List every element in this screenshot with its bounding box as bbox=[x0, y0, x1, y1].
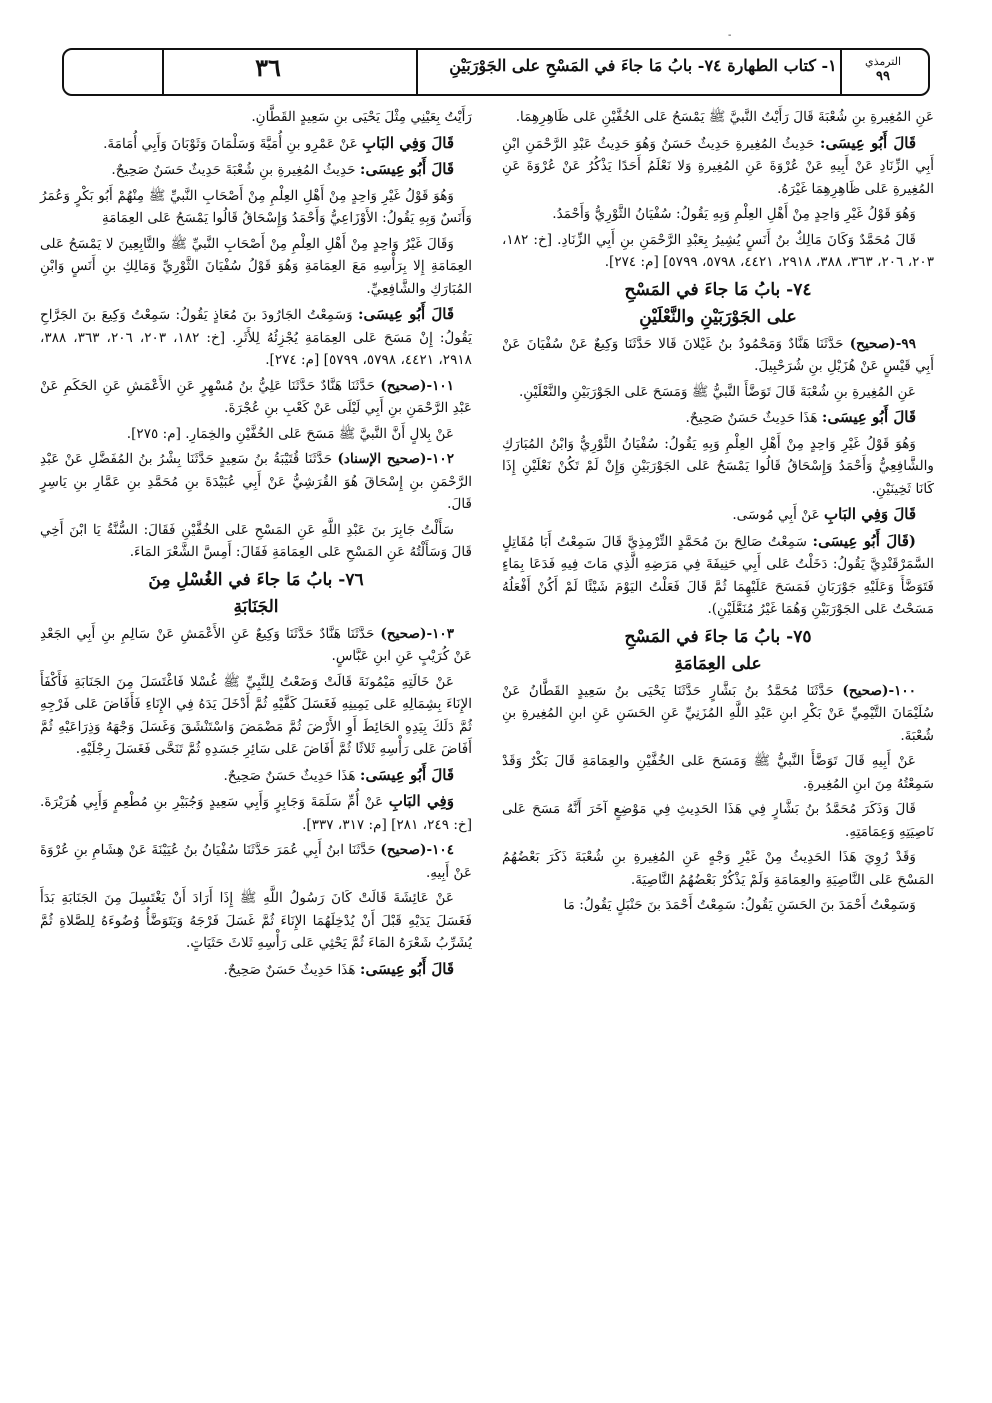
hadith-number: ١٠٢-(صحيح الإسناد) bbox=[337, 451, 455, 467]
hadith-matn: عَنْ عَائِشَةَ قَالَتْ كَانَ رَسُولُ اللَّهِ ﷺ إِذَا أَرَادَ أَنْ يَغْتَسِلَ مِنَ الجَنَابَةِ بَدَأَ فَغَسَلَ يَدَيْهِ قَبْلَ أَنْ يُدْخِلَهُمَا الإِنَاءَ ثُمَّ غَسَلَ فَرْجَهُ وَيَتَوَضَّأُ وُضُوءَهُ لِلصَّلاةِ ثُمَّ يُشَرِّبُ شَعْرَهُ المَاءَ ثُمَّ يَحْثِي عَلى رَأْسِهِ ثَلاثَ حَثَيَاتٍ. bbox=[40, 890, 472, 951]
hadith-matn: سَأَلْتُ جَابِرَ بنَ عَبْدِ اللَّهِ عَنِ المَسْحِ عَلى الخُفَّيْنِ فَقَالَ: السُّنَّةُ يَا ابْنَ أَخِي قَالَ وَسَأَلْتُهُ عَنِ المَسْحِ عَلى العِمَامَةِ فَقَالَ: أَمِسَّ الشَّعْرَ المَاءَ. bbox=[40, 521, 472, 560]
hadith-matn: عَنِ المُغِيرةِ بنِ شُعْبَةَ قَالَ تَوَضَّأَ النَّبيُّ ﷺ وَمَسَحَ عَلى الجَوْرَبَيْنِ والنَّعْلَيْنِ. bbox=[518, 383, 916, 400]
paragraph bbox=[502, 530, 934, 621]
paragraph: رَأَيْتُ بِعَيْنِي مِثْلَ يَحْيَى بنِ سَعِيدٍ القَطَّانِ. bbox=[251, 109, 472, 125]
paragraph-text: هَذَا حَدِيثٌ حَسَنٌ صَحِيحٌ. bbox=[223, 767, 356, 784]
paragraph-text: حَدَّثَنَا مُحَمَّدُ بنُ بَشَّارٍ حَدَّثَنَا يَحْيَى بنُ سَعِيدٍ القَطَّانُ عَنْ سُلَيْمَانَ التَّيْمِيِّ عَنْ بَكْرِ ابنِ عَبْدِ اللَّهِ المُزَنِيِّ عَنِ الحَسَنِ عَنِ ابنِ المُغِيرةِ بنِ شُعْبَةَ. bbox=[502, 682, 934, 744]
header-divider bbox=[162, 50, 164, 94]
hadith-number: ١٠٠-(صحيح) bbox=[842, 682, 916, 699]
chapter-heading-line: على الجَوْرَبَيْنِ والنَّعْلَيْنِ bbox=[639, 306, 797, 327]
speaker-label: قَالَ أَبُو عِيسَى: bbox=[359, 959, 454, 978]
paragraph bbox=[40, 790, 472, 836]
speaker-label: قَالَ أَبُو عِيسَى: bbox=[359, 765, 454, 784]
speaker-label: قَالَ أَبُو عِيسَى: bbox=[359, 160, 454, 178]
speaker-label: قَالَ أَبُو عِيسَى: bbox=[819, 133, 916, 152]
paragraph: وَهُوَ قَوْلُ غَيْرِ وَاحِدٍ مِنْ أَهْلِ العِلْمِ وَبِهِ يَقُولُ: سُفْيَانُ الثَّوْرِيُّ وَأَحْمَدُ. bbox=[552, 206, 916, 222]
header-book-chapter: ١- كتاب الطهارة ٧٤- بابُ مَا جاءَ في المَسْحِ على الجَوْرَبَيْنِ bbox=[449, 56, 837, 75]
header-page-number: ٣٦ bbox=[255, 53, 281, 82]
header-divider bbox=[840, 50, 842, 94]
hadith-matn: عَنْ بِلالٍ أَنَّ النَّبيَّ ﷺ مَسَحَ عَلى الخُفَّيْنِ والخِمَارِ. [م: ٢٧٥]. bbox=[126, 425, 454, 442]
paragraph: وَهُوَ قَوْلُ غَيْرِ وَاحِدٍ مِنْ أَهْلِ العِلْمِ مِنْ أَصْحَابِ النَّبيِّ ﷺ مِنْهُمْ أَبُو بَكْرٍ وَعُمَرُ وَأَنَسٌ وَبِهِ يَقُولُ: الأَوْزَاعِيُّ وَأَحْمَدُ وَإِسْحَاقُ قَالُوا يَمْسَحُ عَلى العِمَامَةِ bbox=[40, 187, 472, 226]
paragraph-text: عَنْ أُمِّ سَلَمَةَ وَجَابِرٍ وَأَبِي سَعِيدٍ وَجُبَيْرِ بنِ مُطْعِمٍ وَأَبِي هُرَيْرَةَ. [خ: ٢٤٩، ٢٨١] [م: ٣١٧، ٣٣٧]. bbox=[40, 794, 472, 833]
chapter-heading-line: ٧٤- بابُ مَا جاءَ في المَسْحِ bbox=[624, 279, 812, 300]
paragraph-text: حَدِيثُ المُغِيرةِ حَدِيثٌ حَسَنٌ وَهُوَ حَدِيثُ عَبْدِ الرَّحْمَنِ ابْنِ أَبِي الزِّنَادِ عَنْ أَبِيهِ عَنْ عُرْوَةَ عَنِ المُغِيرةِ وَلا نَعْلَمُ أَحَدًا يَذْكُرُ عَنْ عُرْوَةَ عَنِ المُغِيرةِ عَلى ظَاهِرِهِمَا غَيْرَهُ. bbox=[502, 135, 934, 197]
paragraph bbox=[502, 132, 934, 201]
chapter-heading bbox=[40, 567, 472, 621]
paragraph-text: حَدَّثَنَا هَنَّادٌ وَمَحْمُودُ بنُ غَيْلانَ قَالا حَدَّثَنَا وَكِيعٌ عَنْ سُفْيَانَ عَنْ أَبِي قَيْسٍ عَنْ هُزَيْلِ بنِ شُرَحْبِيلَ. bbox=[502, 335, 934, 374]
header-divider bbox=[416, 50, 418, 94]
hadith-isnad bbox=[40, 839, 472, 884]
page-header bbox=[62, 48, 930, 96]
paragraph bbox=[502, 406, 934, 430]
speaker-label: قَالَ وَفِي البَابِ bbox=[824, 505, 916, 523]
paragraph-text: حَدِيثُ المُغِيرةِ بنِ شُعْبَةَ حَدِيثٌ حَسَنٌ صَحِيحٌ. bbox=[111, 162, 356, 178]
speaker-label: وَفِي البَابِ bbox=[388, 792, 454, 810]
paragraph: عَنِ المُغِيرةِ بنِ شُعْبَةَ قَالَ رَأَيْتُ النَّبيَّ ﷺ يَمْسَحُ عَلى الخُفَّيْنِ عَلى ظَاهِرِهِمَا. bbox=[515, 109, 934, 125]
chapter-heading-line: ٧٥- بابُ مَا جاءَ في المَسْحِ bbox=[624, 626, 812, 647]
speaker-label: قَالَ وَفِي البَابِ bbox=[362, 133, 454, 152]
header-author: الترمذي bbox=[864, 55, 902, 68]
chapter-heading bbox=[502, 277, 934, 331]
paragraph bbox=[40, 132, 472, 156]
chapter-heading-line: على العِمَامَةِ bbox=[674, 653, 762, 674]
paragraph bbox=[40, 958, 472, 982]
paragraph bbox=[40, 158, 472, 182]
paragraph-text: حَدَّثَنَا ابنُ أَبِي عُمَرَ حَدَّثَنَا سُفْيَانُ بنُ عُيَيْنَةَ عَنْ هِشَامِ بنِ عُرْوَةَ عَنْ أَبِيهِ. bbox=[40, 842, 472, 881]
chapter-heading-line: ٧٦- بابُ مَا جاءَ في الغُسْلِ مِنَ bbox=[148, 569, 364, 590]
paragraph-text: حَدَّثَنَا قُتَيْبَةُ بنُ سَعِيدٍ حَدَّثَنَا بِشْرُ بنُ المُفَضَّلِ عَنْ عَبْدِ الرَّحْمَنِ بنِ إِسْحَاقَ هُوَ القُرَشِيُّ عَنْ أَبِي عُبَيْدَةَ بنِ مُحَمَّدِ بنِ عَمَّارِ بنِ يَاسِرٍ قَالَ. bbox=[40, 451, 472, 512]
hadith-matn: عَنْ خَالَتِهِ مَيْمُونَةَ قَالَتْ وَضَعْتُ لِلنَّبِيِّ ﷺ غُسْلا فَاغْتَسَلَ مِنَ الجَنَابَةِ فَأَكْفَأَ الإِنَاءَ بِشِمَالِهِ عَلى يَمِينِهِ فَغَسَلَ كَفَّيْهِ ثُمَّ أَدْخَلَ يَدَهُ فِي الإِنَاءِ فَأَفَاضَ عَلى فَرْجِهِ ثُمَّ دَلَكَ بِيَدِهِ الحَائِطَ أَوِ الأَرْضَ ثُمَّ مَضْمَضَ وَاسْتَنْشَقَ وَغَسَلَ وَجْهَهُ وَذِرَاعَيْهِ ثُمَّ أَفَاضَ عَلى رَأْسِهِ ثَلاثًا ثُمَّ أَفَاضَ عَلى سَائِرِ جَسَدِهِ ثُمَّ تَنَحَّى فَغَسَلَ رِجْلَيْهِ. bbox=[40, 673, 472, 757]
speaker-label: قَالَ أَبُو عِيسَى: bbox=[358, 305, 454, 323]
header-hadith-number: ٩٩ bbox=[876, 69, 890, 84]
hadith-number: ٩٩-(صحيح) bbox=[849, 335, 917, 352]
hadith-matn: عَنْ أَبِيهِ قَالَ تَوَضَّأَ النَّبيُّ ﷺ وَمَسَحَ عَلى الخُفَّيْنِ والعِمَامَةِ قَالَ بَكْرٌ وَقَدْ سَمِعْتُهُ مِنَ ابنِ المُغِيرةِ. bbox=[502, 753, 934, 792]
chapter-heading-line: الجَنَابَةِ bbox=[233, 596, 279, 617]
top-mark: - bbox=[728, 30, 732, 41]
paragraph-text: هَذَا حَدِيثٌ حَسَنٌ صَحِيحٌ. bbox=[685, 410, 818, 426]
paragraph: وَهُوَ قَوْلُ غَيْرِ وَاحِدٍ مِنْ أَهْلِ العِلْمِ وَبِهِ يَقُولُ: سُفْيَانُ الثَّوْرِيُّ وَابْنُ المُبَارَكِ والشَّافِعِيُّ وَأَحْمَدُ وَإِسْحَاقُ قَالُوا يَمْسَحُ عَلى الجَوْرَبَيْنِ وَإِنْ لَمْ تَكُنْ نَعْلَيْنِ إِذَا كَانَا ثَخِينَيْنِ. bbox=[502, 435, 934, 497]
paragraph bbox=[40, 764, 472, 788]
paragraph-text: عَنْ عَمْرِو بنِ أُمَيَّةَ وَسَلْمَانَ وَثَوْبَانَ وَأَبِي أُمَامَةَ. bbox=[103, 135, 358, 152]
left-column bbox=[40, 106, 472, 984]
hadith-isnad bbox=[40, 623, 472, 668]
chapter-heading bbox=[502, 624, 934, 678]
paragraph: قَالَ وَذَكَرَ مُحَمَّدُ بنُ بَشَّارٍ فِي هَذَا الحَدِيثِ فِي مَوْضِعٍ آخَرَ أَنَّهُ مَسَحَ عَلى نَاصِيَتِهِ وَعِمَامَتِهِ. bbox=[502, 801, 934, 840]
paragraph-text: حَدَّثَنَا هَنَّادٌ حَدَّثَنَا عَلِيُّ بنُ مُسْهِرٍ عَنِ الأَعْمَشِ عَنِ الحَكَمِ عَنْ عَبْدِ الرَّحْمَنِ بنِ أَبِي لَيْلَى عَنْ كَعْبِ بنِ عُجْرَةَ. bbox=[40, 377, 472, 416]
speaker-label: (قَالَ أَبُو عِيسَى: bbox=[812, 531, 917, 550]
paragraph: قَالَ مُحَمَّدٌ وَكَانَ مَالِكٌ بنُ أَنَسٍ يُشِيرُ بِعَبْدِ الرَّحْمَنِ بنِ أَبِي الزِّنَادِ. [خ: ١٨٢، ٢٠٣، ٢٠٦، ٣٦٣، ٣٨٨، ٢٩١٨، ٤٤٢١، ٥٧٩٨، ٥٧٩٩] [م: ٢٧٤]. bbox=[502, 231, 934, 270]
header-author-box bbox=[844, 54, 922, 84]
hadith-isnad bbox=[502, 333, 934, 378]
hadith-number: ١٠١-(صحيح) bbox=[380, 377, 454, 394]
paragraph-text: سَمِعْتُ صَالِحَ بنَ مُحَمَّدٍ التِّرْمِذِيَّ قَالَ سَمِعْتُ أَبَا مُقَاتِلٍ السَّمَرْقَنْدِيَّ يَقُولُ: دَخَلْتُ عَلى أَبِي حَنِيفَةَ فِي مَرَضِهِ الَّذِي مَاتَ فِيهِ فَدَعَا بِمَاءٍ فَتَوَضَّأَ وَعَلَيْهِ جَوْرَبَانِ فَمَسَحَ عَلَيْهِمَا ثُمَّ قَالَ فَعَلْتُ اليَوْمَ شَيْئًا لَمْ أَكُنْ أَفْعَلُهُ مَسَحْتُ عَلى الجَوْرَبَيْنِ وَهُمَا غَيْرُ مُنَعَّلَيْنِ). bbox=[502, 533, 934, 617]
right-column bbox=[502, 106, 934, 920]
paragraph-text: عَنْ أَبِي مُوسَى. bbox=[732, 507, 820, 523]
paragraph-text: هَذَا حَدِيثٌ حَسَنٌ صَحِيحٌ. bbox=[223, 961, 356, 978]
hadith-isnad bbox=[502, 680, 934, 748]
paragraph: وَسَمِعْتُ أَحْمَدَ بنَ الحَسَنِ يَقُولُ: سَمِعْتُ أَحْمَدَ بنَ حَنْبَلٍ يَقُولُ: مَا bbox=[563, 897, 916, 913]
hadith-isnad bbox=[40, 375, 472, 420]
paragraph-text: حَدَّثَنَا هَنَّادٌ حَدَّثَنَا وَكِيعٌ عَنِ الأَعْمَشِ عَنْ سَالِمِ بنِ أَبِي الجَعْدِ عَنْ كُرَيْبٍ عَنِ ابنِ عَبَّاسٍ. bbox=[40, 625, 472, 664]
paragraph bbox=[40, 303, 472, 372]
paragraph: وَقَدْ رُوِيَ هَذَا الحَدِيثُ مِنْ غَيْرِ وَجْهٍ عَنِ المُغِيرةِ بنِ شُعْبَةَ ذَكَرَ بَعْضُهُمُ المَسْحَ عَلى النَّاصِيَةِ والعِمَامَةِ وَلَمْ يَذْكُرْ بَعْضُهُمُ النَّاصِيَةَ. bbox=[502, 849, 934, 888]
speaker-label: قَالَ أَبُو عِيسَى: bbox=[821, 408, 916, 426]
paragraph: وَقَالَ غَيْرُ وَاحِدٍ مِنْ أَهْلِ العِلْمِ مِنْ أَصْحَابِ النَّبيِّ ﷺ والتَّابِعِينَ لا يَمْسَحُ عَلى العِمَامَةِ إِلا بِرَأْسِهِ مَعَ العِمَامَةِ وَهُوَ قَوْلُ سُفْيَانَ الثَّوْرِيِّ وَمَالِكِ بنِ أَنَسٍ وَابْنِ المُبَارَكِ والشَّافِعِيِّ. bbox=[40, 235, 472, 297]
hadith-number: ١٠٤-(صحيح) bbox=[380, 842, 454, 858]
paragraph bbox=[502, 503, 934, 527]
hadith-number: ١٠٣-(صحيح) bbox=[380, 625, 455, 642]
hadith-isnad bbox=[40, 448, 472, 516]
paragraph-text: وَسَمِعْتُ الجَارُودَ بنَ مُعَاذٍ يَقُولُ: سَمِعْتُ وَكِيعَ بنَ الجَرَّاحِ يَقُولُ: إِنْ مَسَحَ عَلى العِمَامَةِ يُجْزِئُهُ لِلأَثَرِ. [خ: ١٨٢، ٢٠٣، ٢٠٦، ٣٦٣، ٣٨٨، ٢٩١٨، ٤٤٢١، ٥٧٩٨، ٥٧٩٩] [م: ٢٧٤]. bbox=[40, 307, 472, 368]
